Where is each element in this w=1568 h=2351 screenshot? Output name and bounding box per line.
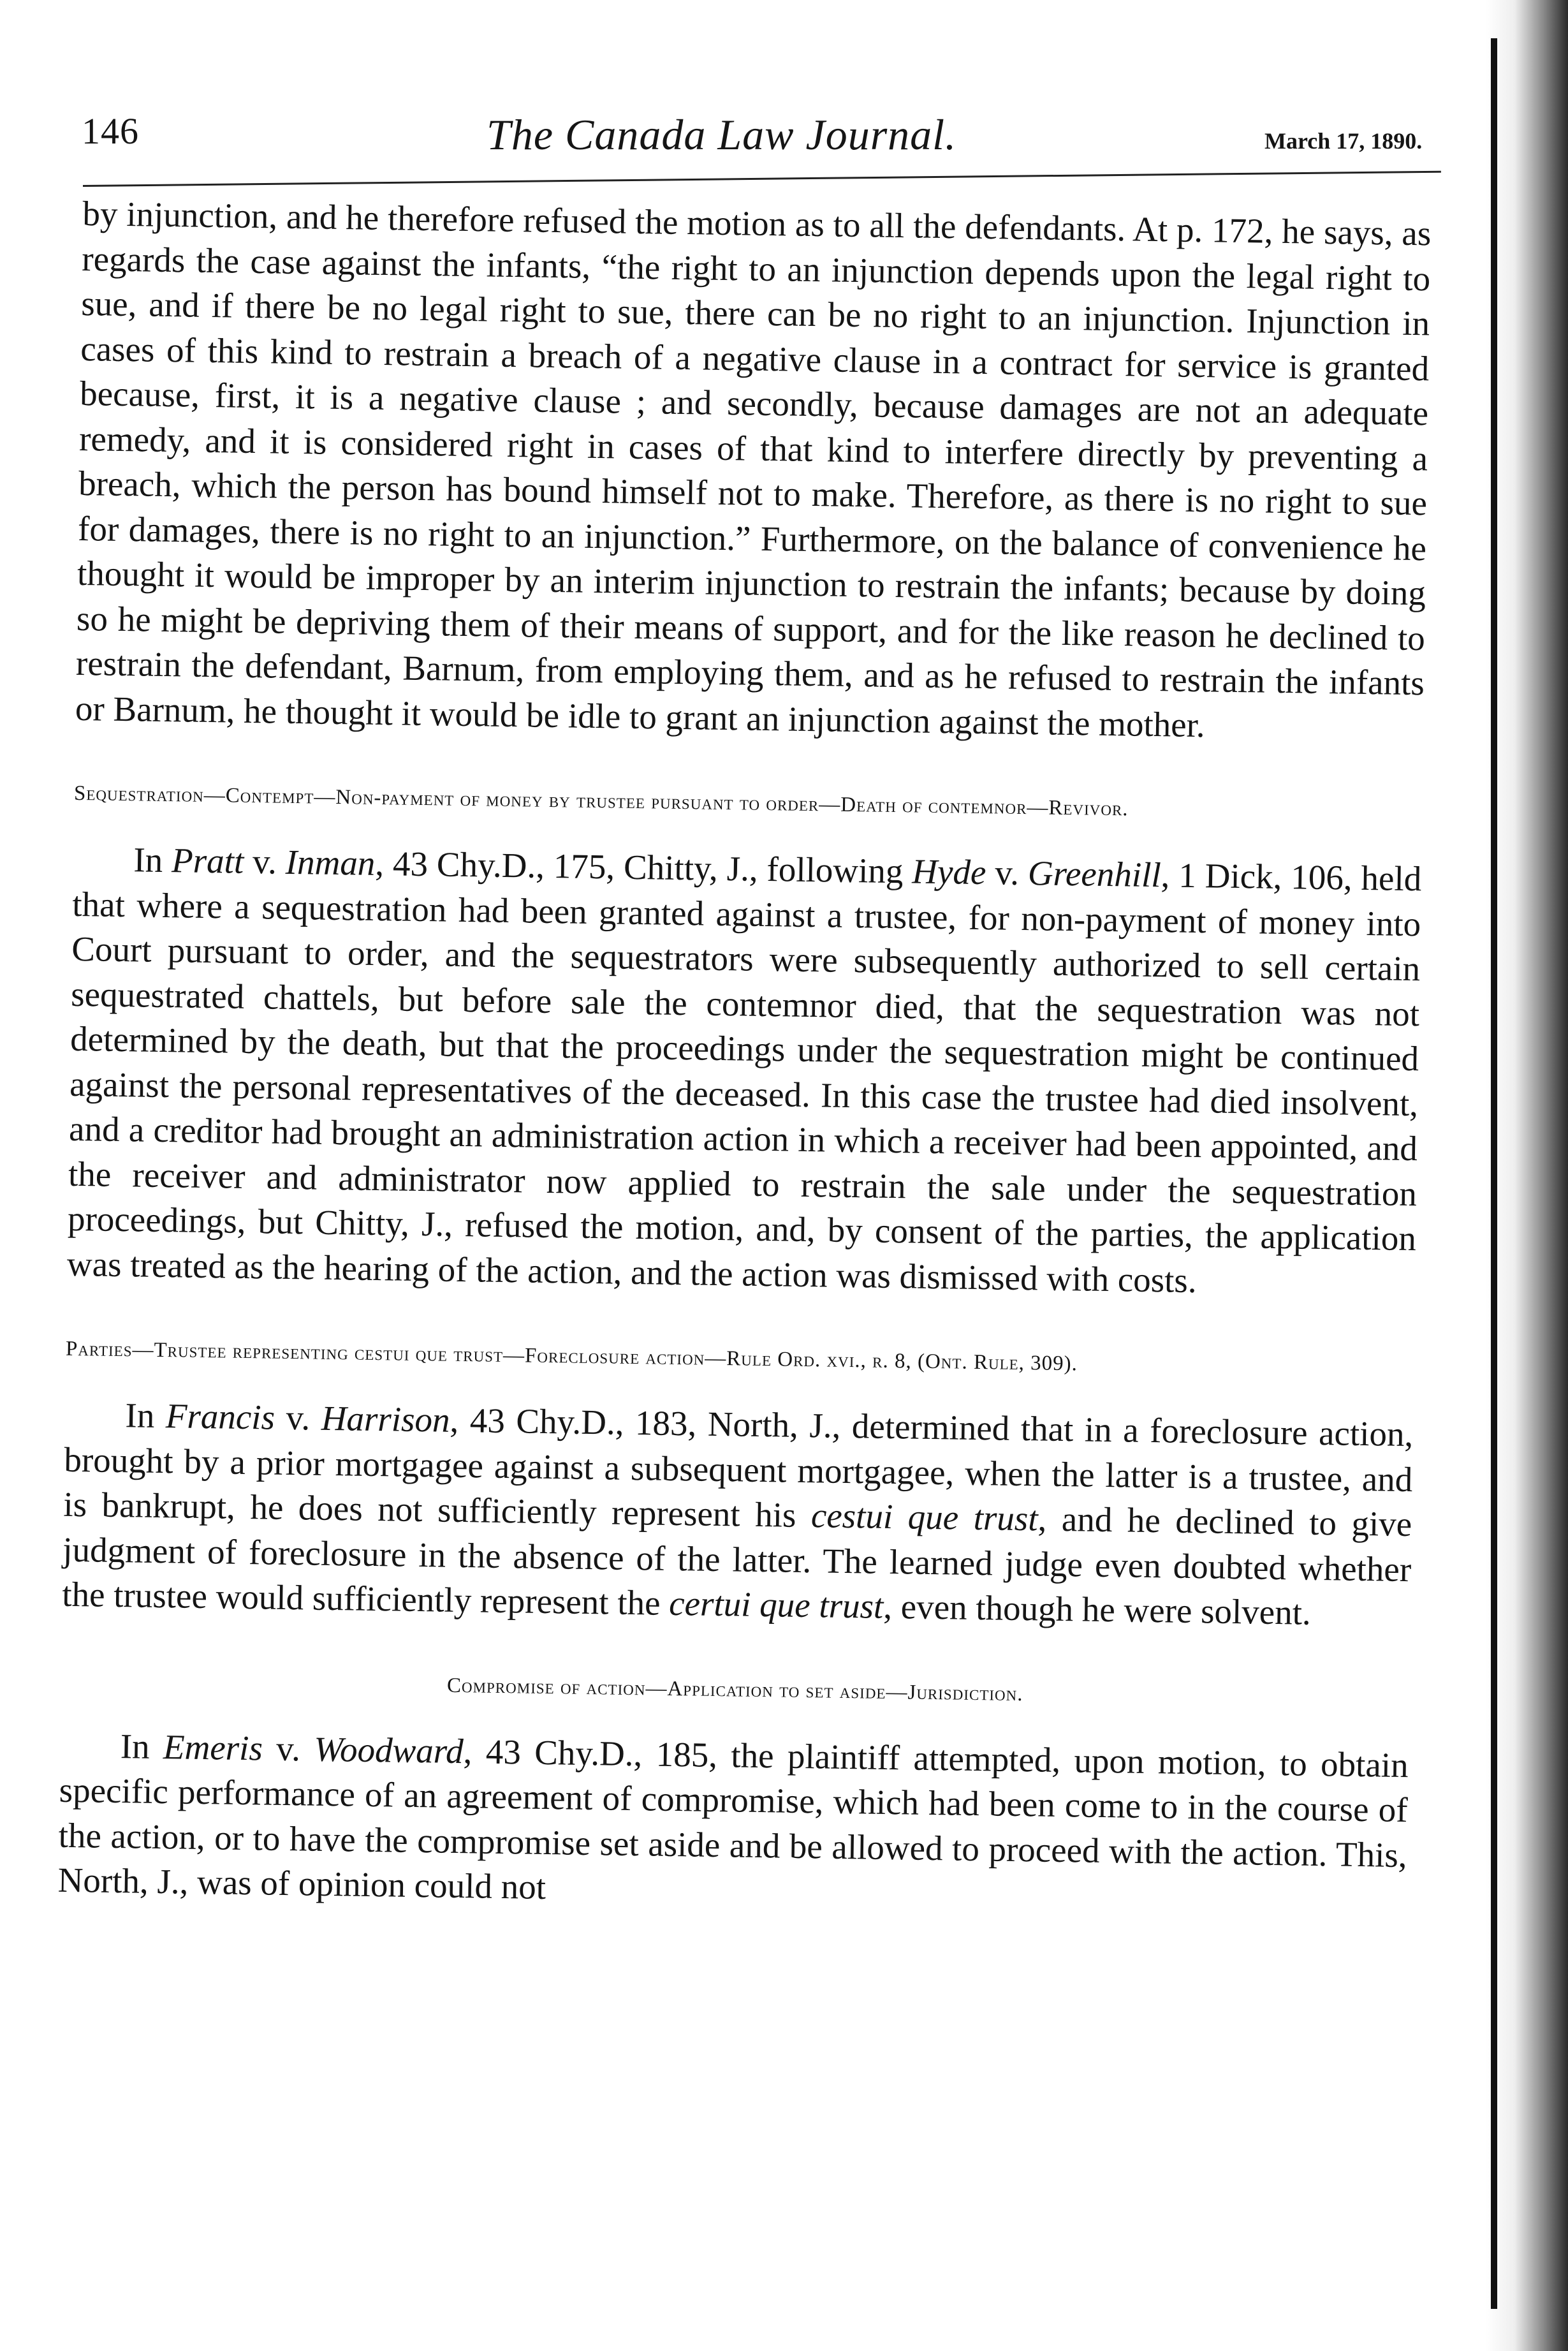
article-body — [57, 191, 1432, 1923]
legal-term: cestui que trust — [810, 1496, 1039, 1538]
case-name: Emeris — [163, 1727, 263, 1767]
legal-term: certui que trust — [668, 1583, 884, 1626]
case-name: Pratt — [171, 841, 244, 881]
paragraph-francis-v-harrison: In Francis v. Harrison, 43 Chy.D., 183, North, J., determined that in a foreclosure action, brought by a prior mortgagee against a subsequent mortgagee, when the latter is a trustee, and is bankrupt, he does not sufficiently represent his cestui que trust, and he declined to give judgment of foreclosure in the absence of the latter. The learned judge even doubted whether the trustee would sufficiently represent the certui que trust, even though he were solvent. — [61, 1396, 1414, 1632]
section-headnote-compromise: Compromise of action—Application to set aside—Jurisdiction. — [446, 1674, 1023, 1706]
case-name: Inman — [285, 842, 376, 883]
paragraph-pratt-v-inman: In Pratt v. Inman, 43 Chy.D., 175, Chitty, J., following Hyde v. Greenhill, 1 Dick, 106, held that where a sequestration had been granted against a trustee, for non-payment of money into Court pursuant to order, and the sequestrators were subsequently authorized to sell certain sequestrated chattels, but before sale the contemnor died, that the sequestration was not determined by the death, but that the proceedings under the sequestration might be continued against the personal representatives of the deceased. In this case the trustee had died insolvent, and a creditor had brought an administration action in which a receiver had been appointed, and the receiver and administrator now applied to restrain the sale under the sequestration proceedings, but Chitty, J., refused the motion, and, by consent of the parties, the application was treated as the hearing of the action, and the action was dismissed with costs. — [66, 840, 1422, 1300]
page-edge-shadow — [1486, 0, 1568, 2351]
running-header — [82, 101, 1453, 177]
case-name: Harrison — [321, 1398, 450, 1440]
paragraph-emeris-v-woodward: In Emeris v. Woodward, 43 Chy.D., 185, the plaintiff attempted, upon motion, to obtain specific performance of an agreement of compromise, which had been come to in the course of the action, or to have the compromise set aside and be allowed to proceed with the action. This, North, J., was of opinion could not — [57, 1726, 1409, 1907]
case-name: Francis — [165, 1396, 275, 1437]
issue-date: March 17, 1890. — [1264, 128, 1423, 154]
page-binding-edge — [1491, 38, 1497, 2309]
journal-title: The Canada Law Journal. — [487, 110, 957, 159]
continued-paragraph: by injunction, and he therefore refused the motion as to all the defendants. At p. 172, he says, as regards the case against the infants, “the right to an injunction depends upon the legal right to sue, and if there be no legal right to sue, there can be no right to an injunction. Injunction in cases of this kind to restrain a breach of a negative clause in a contract for service is granted because, first, it is a negative clause ; and secondly, because damages are not an adequate remedy, and it is considered right in cases of that kind to interfere directly by preventing a breach, which the person has bound himself not to make. Therefore, as there is no right to sue for damages, there is no right to an injunction.” Furthermore, on the balance of convenience he thought it would be improper by an interim injunction to restrain the infants; because by doing so he might be depriving them of their means of support, and for the like reason he declined to restrain the defendant, Barnum, from employing them, and as he refused to restrain the infants or Barnum, he thought it would be idle to grant an injunction against the mother. — [75, 193, 1432, 744]
case-name: Woodward — [313, 1729, 464, 1771]
case-name: Hyde — [911, 851, 986, 892]
page-number: 146 — [82, 110, 139, 152]
section-headnote-sequestration: Sequestration—Contempt—Non-payment of money by trustee pursuant to order—Death of contemnor—Revivor. — [73, 781, 1129, 821]
section-headnote-parties: Parties—Trustee representing cestui que trust—Foreclosure action—Rule Ord. xvi., r. 8, (Ont. Rule, 309). — [65, 1337, 1078, 1376]
case-name: Greenhill — [1027, 853, 1162, 895]
